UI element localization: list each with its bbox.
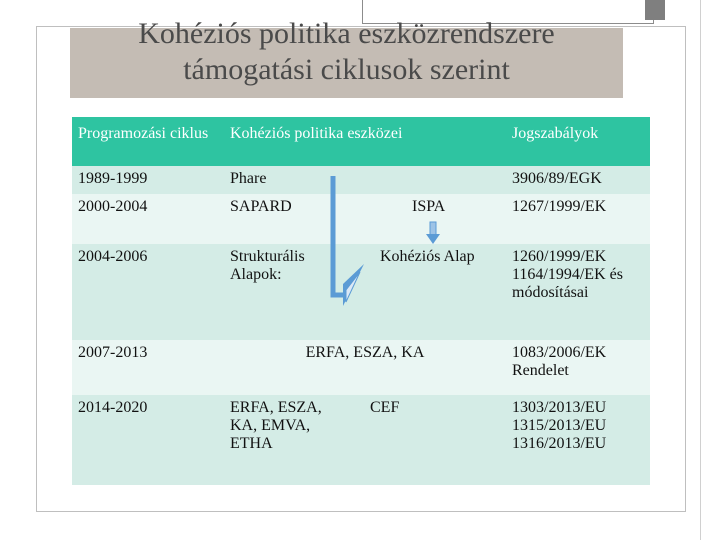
down-arrow-icon (426, 222, 440, 244)
cycle-cell: 2004-2006 (78, 248, 148, 265)
tool-a: ERFA, ESZA, KA (305, 344, 425, 361)
tool-b: CEF (370, 399, 400, 416)
title-line-2: támogatási ciklusok szerint (183, 53, 510, 86)
tool-b: Kohéziós Alap (380, 248, 475, 265)
header-cycle: Programozási ciklus (78, 125, 209, 142)
title-line-1: Kohéziós politika eszközrendszere (138, 17, 555, 50)
tool-a: ERFA, ESZA, KA, EMVA, ETHA (230, 399, 322, 452)
tool-b: ISPA (412, 198, 446, 215)
cycle-cell: 2007-2013 (78, 344, 148, 361)
law-cell: 1083/2006/EK Rendelet (512, 344, 607, 379)
tool-a: Phare (230, 170, 267, 187)
tool-a: Strukturális Alapok: (230, 248, 305, 283)
tool-a: SAPARD (230, 198, 292, 215)
law-cell: 1260/1999/EK 1164/1994/EK és módosításai (512, 248, 623, 301)
law-cell: 1303/2013/EU 1315/2013/EU 1316/2013/EU (512, 399, 607, 452)
header-tools: Kohéziós politika eszközei (230, 125, 403, 142)
elbow-arrow-icon (333, 176, 364, 306)
law-cell: 3906/89/EGK (512, 170, 602, 187)
cycle-cell: 2014-2020 (78, 399, 148, 416)
cycle-cell: 1989-1999 (78, 170, 148, 187)
law-cell: 1267/1999/EK (512, 198, 607, 215)
cycle-cell: 2000-2004 (78, 198, 148, 215)
header-law: Jogszabályok (512, 125, 599, 142)
